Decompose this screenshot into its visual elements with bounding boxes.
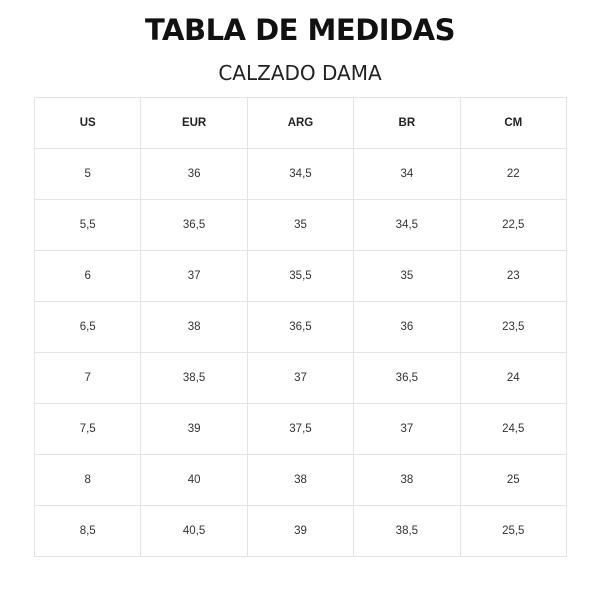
table-cell: 36,5: [354, 353, 460, 404]
table-row: [35, 251, 567, 302]
table-cell: 36,5: [247, 302, 353, 353]
table-cell: 22,5: [460, 200, 566, 251]
table-cell: 36: [354, 302, 460, 353]
table-cell: 40,5: [141, 506, 247, 557]
table-cell: 23: [460, 251, 566, 302]
table-cell: 39: [141, 404, 247, 455]
table-cell: 37: [354, 404, 460, 455]
table-cell: 35: [354, 251, 460, 302]
table-row: [35, 200, 567, 251]
column-header-br: BR: [354, 98, 460, 149]
table-cell: 39: [247, 506, 353, 557]
table-cell: 36: [141, 149, 247, 200]
column-header-us: US: [35, 98, 141, 149]
table-cell: 6,5: [35, 302, 141, 353]
table-cell: 38,5: [141, 353, 247, 404]
size-table: [34, 97, 567, 557]
table-cell: 36,5: [141, 200, 247, 251]
column-header-eur: EUR: [141, 98, 247, 149]
table-cell: 25,5: [460, 506, 566, 557]
table-cell: 5: [35, 149, 141, 200]
table-cell: 7: [35, 353, 141, 404]
table-cell: 8,5: [35, 506, 141, 557]
page-title: TABLA DE MEDIDAS: [144, 13, 455, 47]
table-cell: 7,5: [35, 404, 141, 455]
table-cell: 24,5: [460, 404, 566, 455]
table-cell: 5,5: [35, 200, 141, 251]
table-cell: 8: [35, 455, 141, 506]
table-row: [35, 149, 567, 200]
table-cell: 38: [141, 302, 247, 353]
table-cell: 37: [141, 251, 247, 302]
table-row: [35, 506, 567, 557]
table-cell: 38,5: [354, 506, 460, 557]
table-cell: 34,5: [247, 149, 353, 200]
table-cell: 35,5: [247, 251, 353, 302]
column-header-arg: ARG: [247, 98, 353, 149]
table-row: [35, 353, 567, 404]
table-cell: 40: [141, 455, 247, 506]
table-row: [35, 455, 567, 506]
table-cell: 24: [460, 353, 566, 404]
table-cell: 38: [247, 455, 353, 506]
table-cell: 37,5: [247, 404, 353, 455]
page-subtitle: CALZADO DAMA: [218, 61, 382, 85]
table-cell: 34,5: [354, 200, 460, 251]
table-cell: 6: [35, 251, 141, 302]
table-cell: 23,5: [460, 302, 566, 353]
table-cell: 35: [247, 200, 353, 251]
table-row: [35, 404, 567, 455]
table-cell: 25: [460, 455, 566, 506]
table-cell: 37: [247, 353, 353, 404]
table-cell: 22: [460, 149, 566, 200]
table-cell: 34: [354, 149, 460, 200]
table-row: [35, 302, 567, 353]
table-cell: 38: [354, 455, 460, 506]
column-header-cm: CM: [460, 98, 566, 149]
table-header-row: [35, 98, 567, 149]
